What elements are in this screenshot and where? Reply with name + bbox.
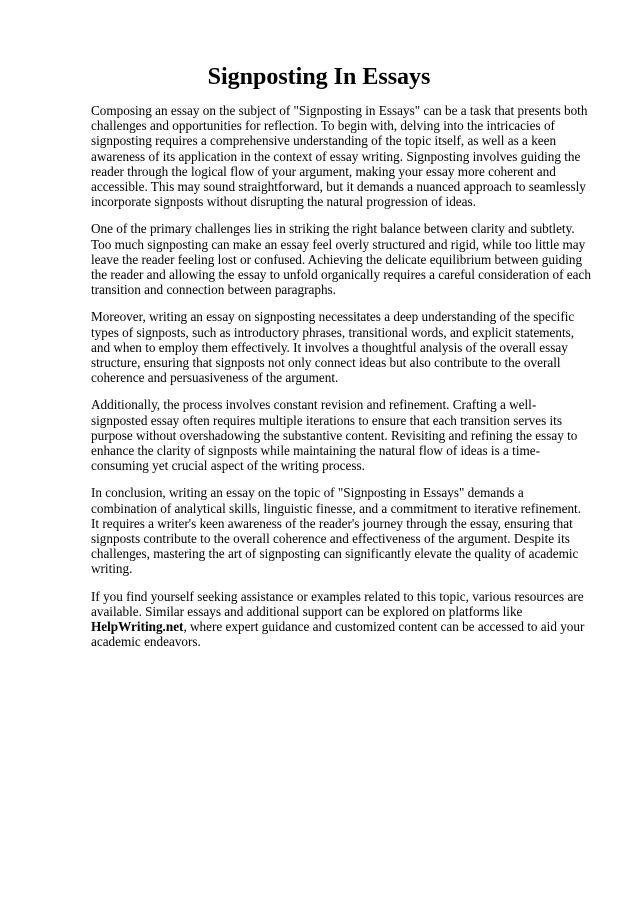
closing-text-after: , where expert guidance and customized content can be accessed to aid your academic endeavors. <box>91 619 585 650</box>
closing-text-before: If you find yourself seeking assistance or examples related to this topic, various resources are available. Similar essays and additional support can be explored on platforms like <box>91 588 584 619</box>
paragraph-closing <box>91 589 592 650</box>
paragraph-conclusion: In conclusion, writing an essay on the topic of "Signposting in Essays" demands a combination of analytical skills, linguistic finesse, and a commitment to iterative refinement. It requires a writer's keen awareness of the reader's journey through the essay, ensuring that signposts contribute to the overall coherence and effectiveness of the argument. Despite its challenges, mastering the art of signposting can significantly elevate the quality of academic writing. <box>91 485 582 577</box>
helpwriting-link[interactable]: HelpWriting.net <box>91 619 184 635</box>
paragraph-moreover: Moreover, writing an essay on signposting necessitates a deep understanding of the specific types of signposts, such as introductory phrases, transitional words, and explicit statements, and when to employ them effectively. It involves a thoughtful analysis of the overall essay structure, ensuring that signposts not only connect ideas but also contribute to the overall coherence and persuasiveness of the argument. <box>91 309 575 386</box>
page-title: Signposting In Essays <box>207 64 431 90</box>
paragraph-challenges: One of the primary challenges lies in striking the right balance between clarity and subtlety. Too much signposting can make an essay feel overly structured and rigid, while too little may leave the reader feeling lost or confused. Achieving the delicate equilibrium between guiding the reader and allowing the essay to unfold organically requires a careful consideration of each transition and connection between paragraphs. <box>91 221 591 298</box>
paragraph-intro: Composing an essay on the subject of "Signposting in Essays" can be a task that presents both challenges and opportunities for reflection. To begin with, delving into the intricacies of signposting requires a comprehensive understanding of the topic itself, as well as a keen awareness of its application in the context of essay writing. Signposting involves guiding the reader through the logical flow of your argument, making your essay more coherent and accessible. This may sound straightforward, but it demands a nuanced approach to seamlessly incorporate signposts without disrupting the natural progression of ideas. <box>91 103 588 210</box>
paragraph-additionally: Additionally, the process involves constant revision and refinement. Crafting a well-signposted essay often requires multiple iterations to ensure that each transition serves its purpose without overshadowing the substantive content. Revisiting and refining the essay to enhance the clarity of signposts while maintaining the natural flow of ideas is a time-consuming yet crucial aspect of the writing process. <box>91 397 578 474</box>
